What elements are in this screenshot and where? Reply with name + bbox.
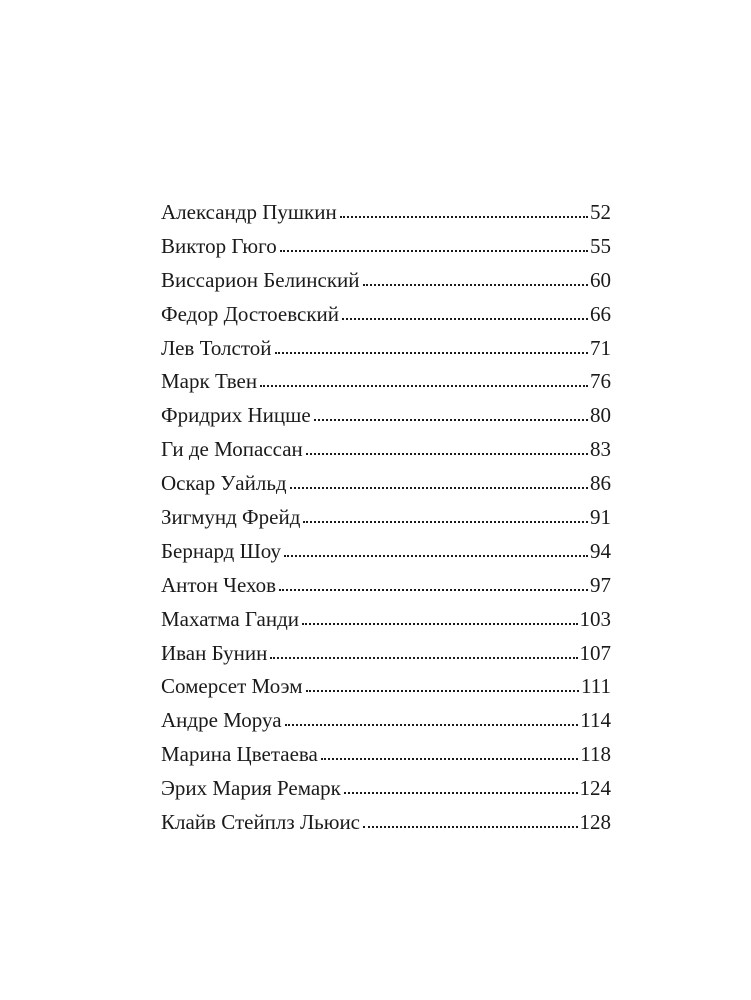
toc-entry-name: Антон Чехов xyxy=(161,572,277,597)
toc-entry-page: 76 xyxy=(590,369,611,394)
toc-entry-page: 91 xyxy=(590,505,611,530)
toc-entry-name: Федор Достоевский xyxy=(161,301,340,326)
toc-entry[interactable] xyxy=(161,670,611,704)
toc-entry-page: 86 xyxy=(590,471,611,496)
toc-entry[interactable] xyxy=(161,704,611,738)
dot-leader xyxy=(342,316,588,320)
toc-entry[interactable] xyxy=(161,501,611,535)
dot-leader xyxy=(280,248,588,252)
toc-entry[interactable] xyxy=(161,738,611,772)
toc-entry-page: 52 xyxy=(590,200,611,224)
toc-entry-name: Марина Цветаева xyxy=(161,742,318,767)
toc-entry-name: Оскар Уайльд xyxy=(161,471,287,496)
toc-entry-page: 66 xyxy=(590,301,611,326)
dot-leader xyxy=(290,485,588,489)
toc-entry-page: 114 xyxy=(580,708,611,733)
dot-leader xyxy=(270,655,577,659)
toc-entry[interactable] xyxy=(161,332,611,366)
toc-entry[interactable] xyxy=(161,467,611,501)
toc-entry-name: Клайв Стейплз Льюис xyxy=(161,810,361,835)
toc-entry[interactable] xyxy=(161,637,611,671)
toc-entry[interactable] xyxy=(161,399,611,433)
toc-entry-page: 103 xyxy=(579,606,611,631)
dot-leader xyxy=(306,688,579,692)
toc-entry-name: Зигмунд Фрейд xyxy=(161,505,301,530)
toc-entry-page: 124 xyxy=(579,776,611,801)
toc-entry-name: Андре Моруа xyxy=(161,708,282,733)
toc-entry[interactable] xyxy=(161,196,611,230)
toc-entry-page: 118 xyxy=(580,742,611,767)
toc-entry-name: Лев Толстой xyxy=(161,335,272,360)
table-of-contents xyxy=(161,196,611,840)
toc-entry-page: 55 xyxy=(590,233,611,258)
dot-leader xyxy=(363,282,588,286)
toc-entry[interactable] xyxy=(161,806,611,840)
toc-entry-name: Александр Пушкин xyxy=(161,200,337,224)
toc-entry-page: 60 xyxy=(590,267,611,292)
toc-entry[interactable] xyxy=(161,433,611,467)
toc-entry[interactable] xyxy=(161,230,611,264)
toc-entry-page: 83 xyxy=(590,437,611,462)
dot-leader xyxy=(314,417,588,421)
dot-leader xyxy=(260,383,588,387)
toc-entry[interactable] xyxy=(161,535,611,569)
toc-entry-name: Махатма Ганди xyxy=(161,606,299,631)
toc-entry-name: Эрих Мария Ремарк xyxy=(161,776,341,801)
dot-leader xyxy=(363,824,577,828)
toc-entry-page: 94 xyxy=(590,538,611,563)
toc-entry-name: Виссарион Белинский xyxy=(161,267,360,292)
dot-leader xyxy=(284,553,588,557)
toc-entry-name: Виктор Гюго xyxy=(161,233,277,258)
toc-entry-name: Фридрих Ницше xyxy=(161,403,311,428)
toc-entry-name: Сомерсет Моэм xyxy=(161,674,303,699)
dot-leader xyxy=(321,756,578,760)
dot-leader xyxy=(344,790,578,794)
dot-leader xyxy=(279,587,588,591)
toc-entry-page: 111 xyxy=(581,674,611,699)
dot-leader xyxy=(303,519,588,523)
toc-entry-page: 107 xyxy=(579,640,611,665)
toc-entry[interactable] xyxy=(161,772,611,806)
toc-entry[interactable] xyxy=(161,603,611,637)
toc-entry-page: 71 xyxy=(590,335,611,360)
dot-leader xyxy=(275,350,589,354)
toc-entry-name: Ги де Мопассан xyxy=(161,437,303,462)
toc-entry-name: Марк Твен xyxy=(161,369,258,394)
toc-entry-page: 97 xyxy=(590,572,611,597)
toc-entry-name: Иван Бунин xyxy=(161,640,268,665)
dot-leader xyxy=(302,621,578,625)
toc-entry[interactable] xyxy=(161,365,611,399)
toc-entry-page: 80 xyxy=(590,403,611,428)
dot-leader xyxy=(306,451,588,455)
toc-entry[interactable] xyxy=(161,298,611,332)
toc-entry[interactable] xyxy=(161,264,611,298)
dot-leader xyxy=(340,214,588,218)
dot-leader xyxy=(285,722,579,726)
toc-entry-page: 128 xyxy=(579,810,611,835)
toc-entry-name: Бернард Шоу xyxy=(161,538,281,563)
toc-entry[interactable] xyxy=(161,569,611,603)
